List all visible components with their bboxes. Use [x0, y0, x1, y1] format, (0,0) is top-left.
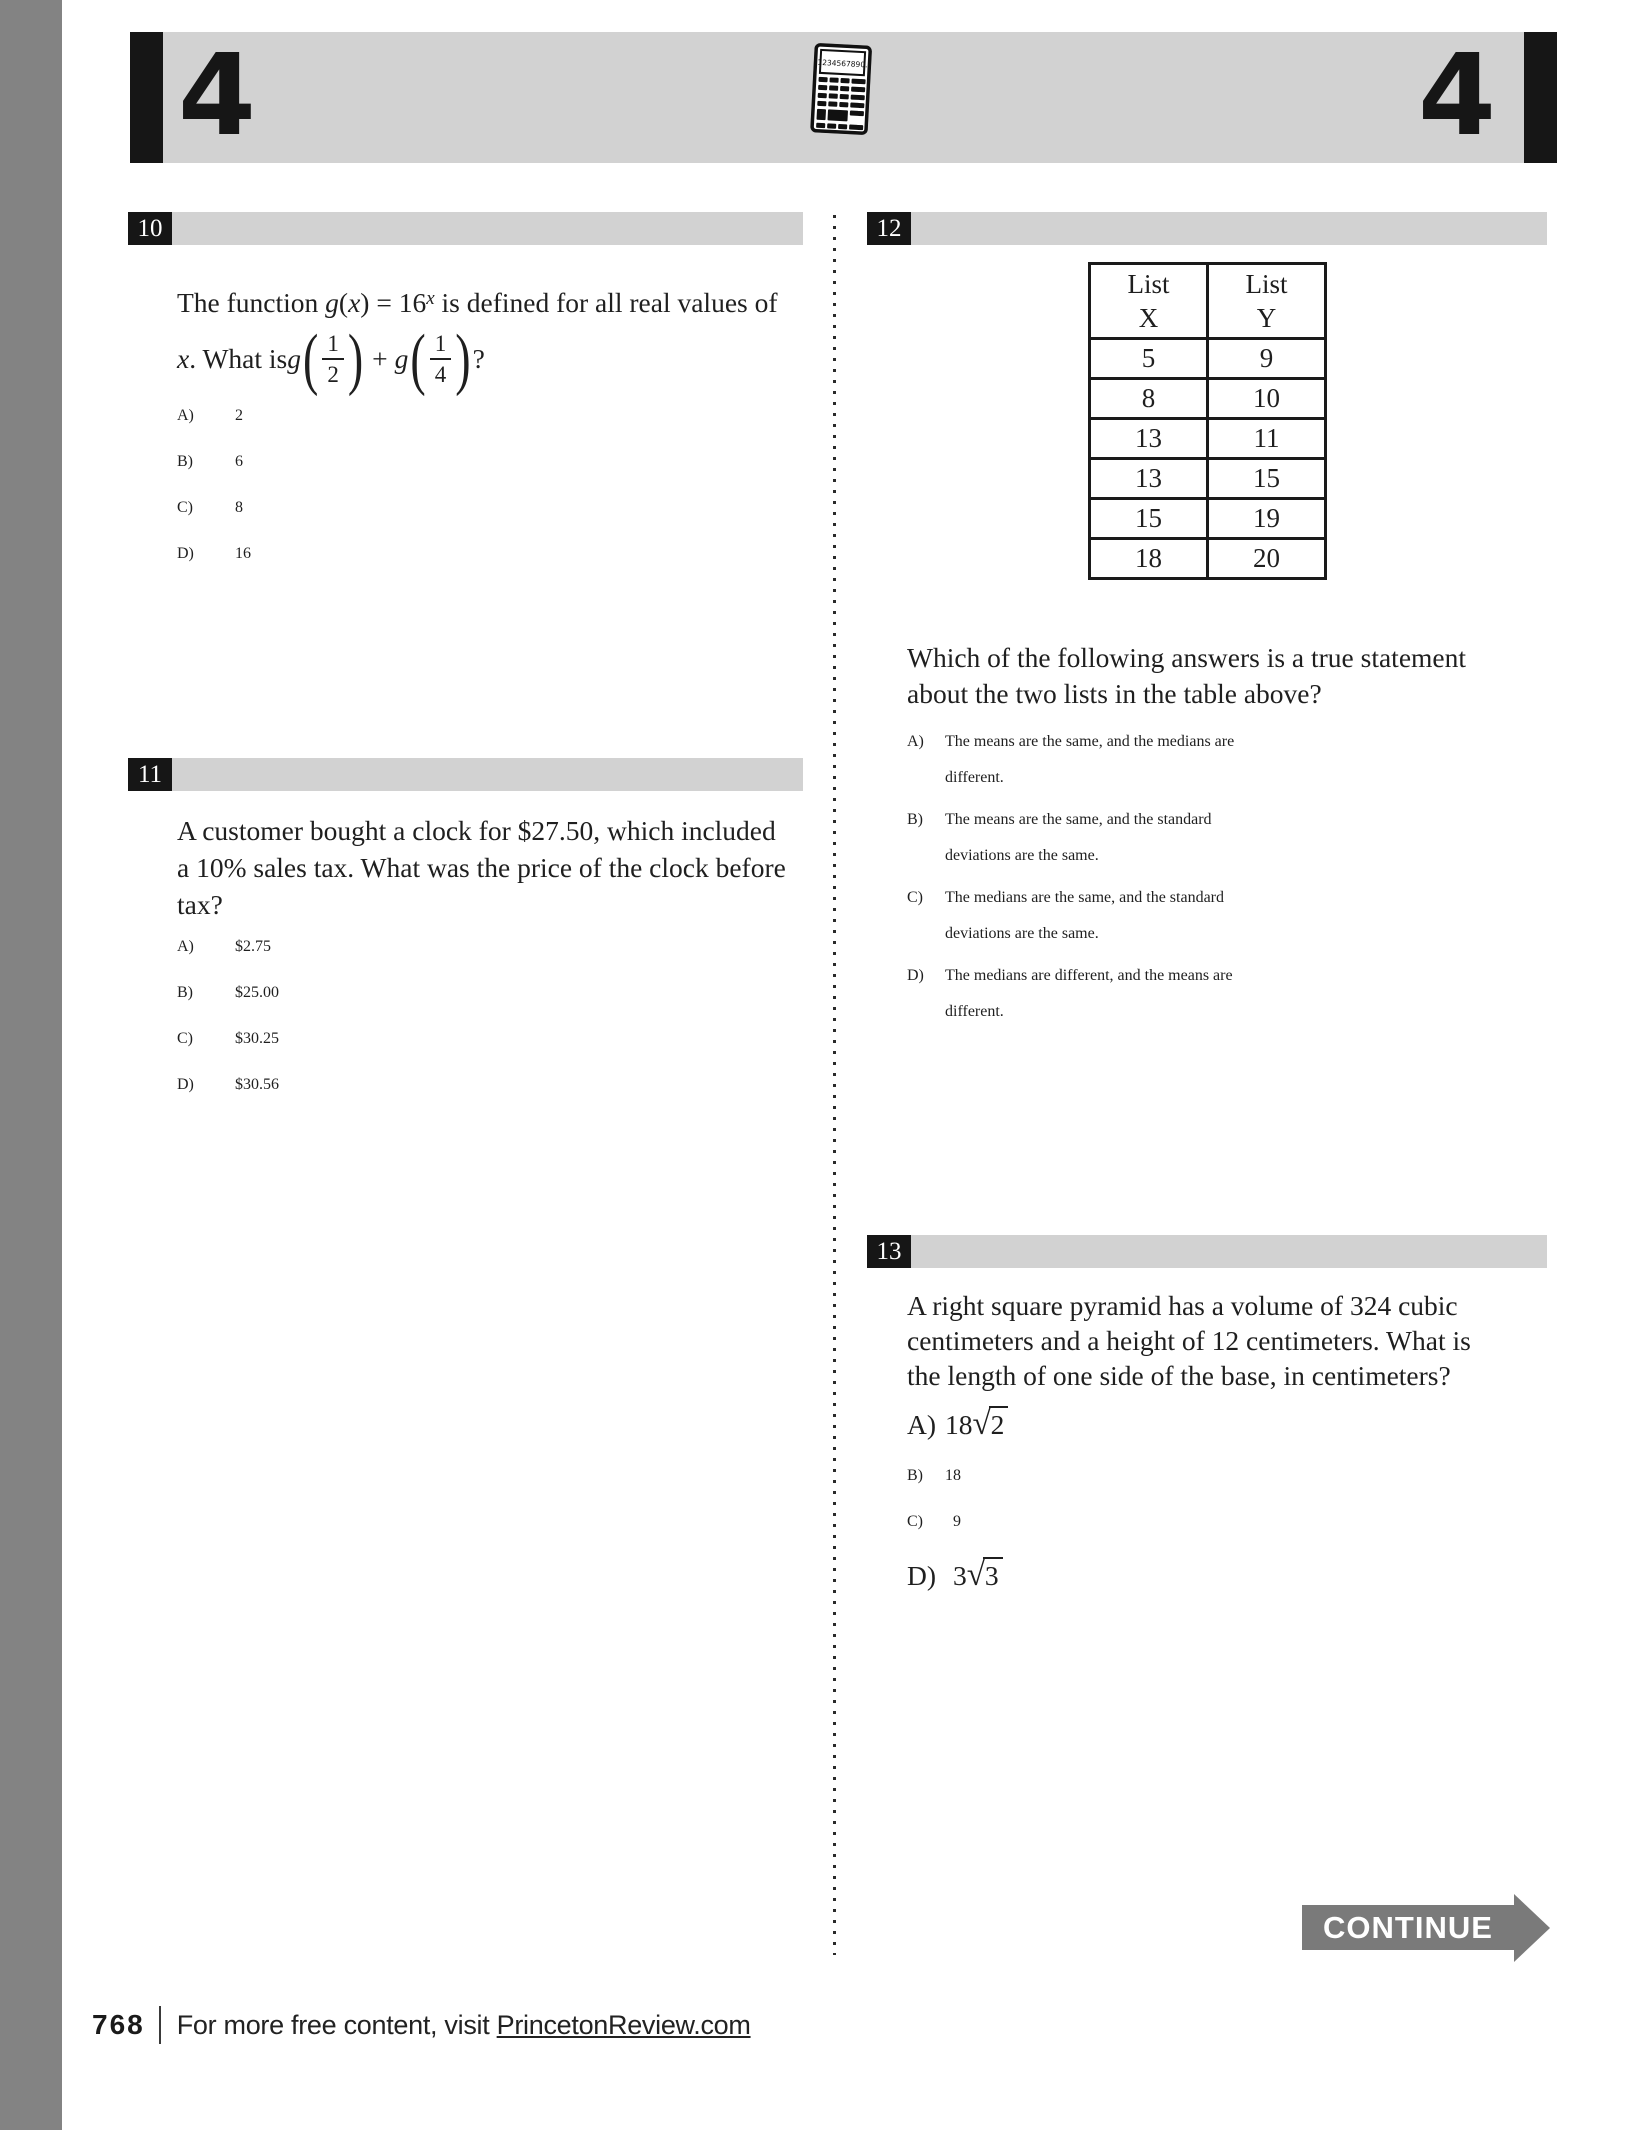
question-11-text-line: a 10% sales tax. What was the price of the clock before [177, 852, 786, 883]
answer-option: A) $2.75 [177, 938, 271, 955]
answer-option: C) 9 [907, 1513, 961, 1530]
table-row: 13 15 [1090, 459, 1326, 499]
fraction-one-fourth: $\frac{1}{4}$ [430, 331, 452, 387]
answer-option: B) The means are the same, and the standard deviations are the same. [907, 811, 1212, 864]
question-13-number-badge: 13 [867, 1235, 911, 1268]
question-12-header-bar [911, 212, 1547, 245]
calculator-icon [810, 43, 873, 141]
question-12-text-line: about the two lists in the table above? [907, 678, 1322, 709]
question-13-header-bar [911, 1235, 1547, 1268]
answer-option: B) $25.00 [177, 984, 279, 1001]
question-12 [907, 640, 1497, 1036]
question-10-header-bar [172, 212, 803, 245]
answer-option: D) 16 [177, 545, 251, 562]
table-row: 5 9 [1090, 339, 1326, 379]
question-12-header [867, 212, 1547, 245]
page-number: 768 [92, 2009, 145, 2040]
table-row: 8 10 [1090, 379, 1326, 419]
header-right-black-bar [1524, 32, 1557, 163]
table-row: 18 20 [1090, 539, 1326, 579]
calculator-screen-digits: 1234567890. [817, 57, 868, 70]
table-row: 15 19 [1090, 499, 1326, 539]
question-10-text-line-1: The function $g(x) = 16^x$ is defined for all real values of [177, 287, 778, 318]
answer-option: A) The means are the same, and the medians are different. [907, 733, 1235, 786]
question-11 [177, 812, 817, 1115]
question-13-header [867, 1235, 1547, 1268]
table-header-list-x: List X [1090, 264, 1208, 339]
answer-option: D) 3√3 [907, 1552, 1497, 1599]
question-11-header [128, 758, 803, 791]
answer-option: B) 18 [907, 1467, 961, 1484]
continue-button[interactable]: CONTINUE [1302, 1905, 1514, 1950]
question-13-text-line: centimeters and a height of 12 centimeters. What is [907, 1325, 1471, 1356]
question-11-number-badge: 11 [128, 758, 172, 791]
answer-option: B) 6 [177, 453, 243, 470]
footer-divider [159, 2006, 161, 2044]
answer-option: D) $30.56 [177, 1076, 279, 1093]
answer-option: A) 18√2 [907, 1401, 1497, 1448]
answer-option: C) $30.25 [177, 1030, 279, 1047]
answer-option: D) The medians are different, and the means are different. [907, 967, 1233, 1020]
question-10 [177, 281, 817, 584]
continue-arrow-icon [1514, 1894, 1550, 1962]
question-10-header [128, 212, 803, 245]
lists-table [1088, 262, 1327, 580]
question-13-text-line: A right square pyramid has a volume of 324 cubic [907, 1290, 1458, 1321]
question-10-number-badge: 10 [128, 212, 172, 245]
question-12-number-badge: 12 [867, 212, 911, 245]
question-11-header-bar [172, 758, 803, 791]
page-footer [92, 2006, 751, 2044]
princeton-review-link[interactable]: PrincetonReview.com [496, 2009, 751, 2040]
lists-table-wrap [1088, 262, 1327, 580]
section-number-right: 4 [1418, 31, 1496, 161]
answer-option: C) 8 [177, 499, 243, 516]
answer-option: C) The medians are the same, and the standard deviations are the same. [907, 889, 1224, 942]
question-12-text-line: Which of the following answers is a true statement [907, 642, 1467, 673]
question-11-text-line: A customer bought a clock for $27.50, which included [177, 815, 776, 846]
book-edge-strip [0, 0, 62, 2130]
radical-expression: 18√2 [945, 1409, 1008, 1440]
header-left-black-bar [130, 32, 163, 163]
answer-option: A) 2 [177, 407, 243, 424]
question-13-text-line: the length of one side of the base, in centimeters? [907, 1360, 1451, 1391]
question-13 [907, 1288, 1497, 1611]
section-number-left: 4 [178, 31, 256, 161]
table-header-list-y: List Y [1208, 264, 1326, 339]
fraction-one-half: $\frac{1}{2}$ [322, 331, 344, 387]
table-row: 13 11 [1090, 419, 1326, 459]
question-10-text-line-2: x . What is g ( $\frac{1}{2}$ ) + g ( $\frac{1}{4}$ ) ? [177, 320, 485, 397]
question-11-text-line: tax? [177, 889, 223, 920]
footer-text: For more free content, visit PrincetonReview.com [176, 2009, 751, 2040]
radical-expression: 3√3 [945, 1560, 1003, 1591]
column-divider [833, 215, 836, 1955]
